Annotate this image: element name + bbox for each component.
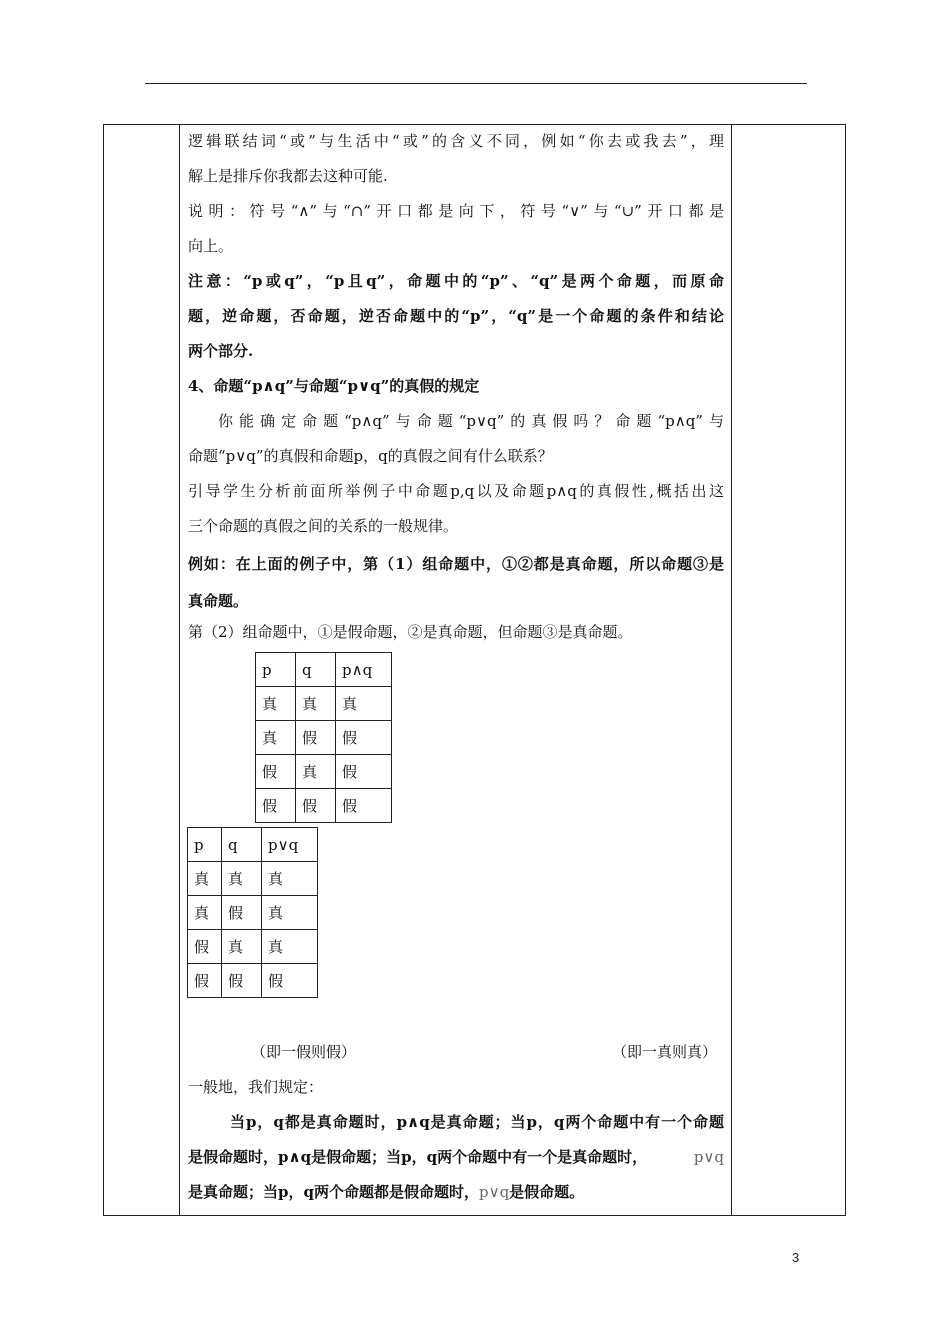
table-cell: 假: [296, 721, 336, 755]
text-line: 引导学生分析前面所举例子中命题p,q以及命题p∧q的真假性,概括出这: [188, 482, 724, 500]
section-heading: 4、命题“p∧q”与命题“p∨q”的真假的规定: [188, 377, 480, 395]
table-header-cell: q: [222, 828, 262, 862]
table-header-cell: p∧q: [336, 653, 392, 687]
table-cell: 真: [262, 896, 318, 930]
table-cell: 真: [188, 862, 222, 896]
table-cell: 假: [256, 755, 296, 789]
table-cell: 真: [188, 896, 222, 930]
rule-formula: p∨q: [478, 1183, 510, 1201]
rule-line: [188, 1140, 724, 1175]
table-cell: 假: [222, 896, 262, 930]
note-line: 注意：“p或q”，“p且q”，命题中的“p”、“q”是两个命题，而原命: [188, 272, 724, 290]
rule-line: 当p，q都是真命题时，p∧q是真命题；当p，q两个命题中有一个命题: [230, 1113, 724, 1131]
example-line: 例如：在上面的例子中，第（1）组命题中，①②都是真命题，所以命题③是: [188, 555, 724, 573]
table-cell: 真: [296, 687, 336, 721]
column-divider-right: [731, 124, 732, 1216]
table-cell: 假: [188, 964, 222, 998]
text-line: 三个命题的真假之间的关系的一般规律。: [188, 517, 459, 535]
rule-formula: p∨q: [693, 1148, 724, 1166]
table-cell: 真: [222, 862, 262, 896]
rule-text: 是假命题时，p∧q是假命题；当p，q两个命题中有一个是真命题时，: [188, 1148, 648, 1166]
table-cell: 真: [262, 930, 318, 964]
table-header-cell: p∨q: [262, 828, 318, 862]
table-cell: 假: [336, 721, 392, 755]
table-cell: 真: [336, 687, 392, 721]
note-line: 两个部分.: [188, 342, 254, 360]
table-cell: 假: [296, 789, 336, 823]
example-line: 真命题。: [188, 592, 249, 610]
caption-or: （即一真则真）: [612, 1043, 718, 1061]
table-cell: 假: [336, 755, 392, 789]
text-line: 逻辑联结词“或”与生活中“或”的含义不同，例如“你去或我去”，理: [188, 132, 724, 150]
truth-table-and: [255, 652, 392, 823]
caption-and: （即一假则假）: [251, 1043, 357, 1061]
page-number: 3: [792, 1250, 800, 1265]
text-line: 命题“p∨q”的真假和命题p，q的真假之间有什么联系？: [188, 447, 553, 465]
table-cell: 真: [256, 687, 296, 721]
table-cell: 真: [222, 930, 262, 964]
column-divider-left: [179, 124, 180, 1216]
table-header-cell: p: [188, 828, 222, 862]
table-cell: 假: [256, 789, 296, 823]
text-line: 第（2）组命题中，①是假命题，②是真命题，但命题③是真命题。: [188, 623, 633, 641]
text-line: 说明：符号“∧”与“∩”开口都是向下，符号“∨”与“∪”开口都是: [188, 202, 724, 220]
table-header-cell: p: [256, 653, 296, 687]
rule-line: [188, 1175, 584, 1210]
table-cell: 假: [262, 964, 318, 998]
truth-table-or: [187, 827, 318, 998]
header-rule: [145, 83, 807, 84]
note-line: 题，逆命题，否命题，逆否命题中的“p”，“q”是一个命题的条件和结论: [188, 307, 724, 325]
table-cell: 真: [256, 721, 296, 755]
rule-text: 是真命题；当p，q两个命题都是假命题时，: [188, 1183, 479, 1201]
text-line: 你能确定命题“p∧q”与命题“p∨q”的真假吗？命题“p∧q”与: [218, 412, 724, 430]
table-cell: 假: [336, 789, 392, 823]
table-cell: 真: [296, 755, 336, 789]
table-cell: 假: [188, 930, 222, 964]
text-line: 解上是排斥你我都去这种可能.: [188, 167, 388, 185]
table-cell: 真: [262, 862, 318, 896]
table-header-cell: q: [296, 653, 336, 687]
text-line: 向上。: [188, 237, 234, 255]
table-cell: 假: [222, 964, 262, 998]
rule-text: 是假命题。: [509, 1183, 585, 1201]
rule-intro: 一般地，我们规定：: [188, 1078, 324, 1096]
